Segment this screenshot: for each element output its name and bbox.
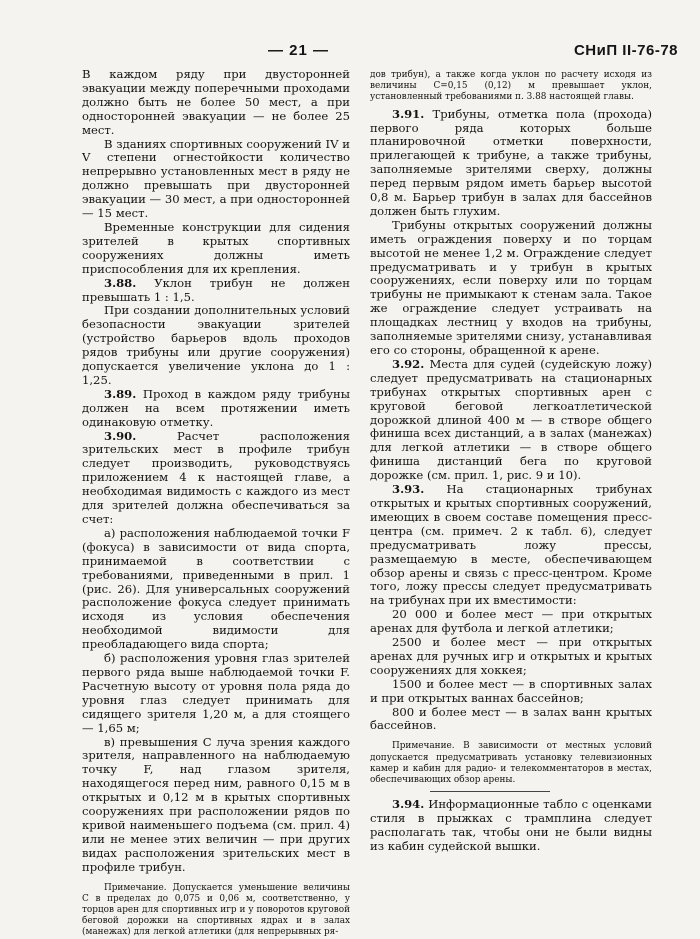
- note-label: Примечание.: [392, 741, 455, 752]
- clause-3-90: [82, 430, 350, 527]
- note: [82, 883, 350, 939]
- page-header: [0, 42, 700, 66]
- paragraph: Трибуны открытых сооружений должны иметь ограждения поверху и по торцам высотой не менее 1,2 м. Ограждение следует предусматривать и у трибун в крытых сооружениях, если поверху или по торцам трибуны не примыкают к стенам зала. Такое же ограждение следует устраивать на площадках лестниц у входов на трибуны, заполняемые зрителями снизу, устанавливая его со стороны, обращенной к арене.: [370, 217, 652, 358]
- list-item: 20 000 и более мест — при открытых аренах для футбола и легкой атлетики;: [370, 607, 652, 636]
- left-column: [82, 68, 350, 939]
- clause-3-89: [82, 388, 350, 430]
- clause-text: Места для судей (судейскую ложу) следует предусматривать на стационарных трибунах открытых спортивных арен с круговой беговой легкоатлетической дорожкой длиной 400 м — в створе общего финиша всех дистанций, а в залах (манежах) для легкой атлетики — в створе общего финиша дистанций бега по круговой дорожке (см. прил. 1, рис. 9 и 10).: [370, 356, 653, 483]
- clause-number: 3.94.: [392, 797, 425, 812]
- paragraph: б) расположения уровня глаз зрителей первого ряда выше наблюдаемой точки F. Расчетную высоту от уровня пола ряда до уровня глаз следует принимать для сидящего зрителя 1,20 м, а для стоящего — 1,65 м;: [82, 651, 350, 735]
- list-item: 800 и более мест — в залах ванн крытых бассейнов.: [370, 704, 652, 733]
- paragraph: в) превышения C луча зрения каждого зрителя, направленного на наблюдаемую точку F, над глазом зрителя, находящегося перед ним, равного 0,15 м в открытых и 0,12 м в крытых спортивных сооружениях при расположении рядов по кривой наименьшего подъема (см. прил. 4) или не менее этих величин — при других видах расположения зрительских мест в профиле трибун.: [82, 734, 350, 874]
- clause-text: Уклон трибун не должен превышать 1 : 1,5.: [82, 275, 351, 304]
- clause-text: Информационные табло с оценками стиля в прыжках с трамплина следует располагать так, чтобы они не были видны из кабин судейской вышки.: [370, 797, 653, 853]
- page-number: — 21 —: [268, 42, 330, 59]
- clause-3-92: [370, 358, 652, 483]
- document-code: СНиП II-76-78: [573, 42, 678, 59]
- note: [370, 741, 652, 786]
- clause-3-93: [370, 483, 652, 608]
- paragraph: В зданиях спортивных сооружений IV и V степени огнестойкости количество непрерывно установленных мест в ряду не должно превышать при двусторонней эвакуации — 30 мест, а при односторонней — 15 мест.: [82, 136, 350, 221]
- note-text: В зависимости от местных условий допускается предусматривать установку телевизионных камер и кабин для радио- и телекомментаторов в местах, обеспечивающих обзор арены.: [370, 741, 652, 785]
- clause-number: 3.90.: [104, 428, 137, 443]
- clause-number: 3.91.: [392, 106, 425, 121]
- clause-number: 3.88.: [104, 275, 137, 290]
- note-text: Допускается уменьшение величины C в пределах до 0,075 и 0,06 м, соответственно, у торцов арен для спортивных игр и у поворотов круговой беговой дорожки на спортивных ядрах и в залах (манежах) для легкой атлетики (для непрерывных ря-: [82, 882, 351, 938]
- divider: [430, 791, 550, 792]
- paragraph: При создании дополнительных условий безопасности эвакуации зрителей (устройство барьеров вдоль проходов рядов трибуны или другие сооружения) допускается увеличение уклона до 1 : 1,25.: [82, 303, 350, 387]
- clause-number: 3.89.: [104, 386, 137, 401]
- note-continuation: дов трибун), а также когда уклон по расчету исходя из величины C=0,15 (0,12) м превышает уклон, установленный требованиями п. 3.88 настоящей главы.: [370, 70, 652, 103]
- clause-3-88: [82, 277, 350, 305]
- note-label: Примечание.: [104, 882, 167, 893]
- paragraph: Временные конструкции для сидения зрителей в крытых спортивных сооружениях должны иметь приспособления для их крепления.: [82, 219, 350, 276]
- clause-number: 3.92.: [392, 356, 425, 371]
- clause-3-91: [370, 108, 652, 219]
- clause-text: На стационарных трибунах открытых и крытых спортивных сооружений, имеющих в своем составе помещения пресс-центра (см. примеч. 2 к табл. 6), следует предусматривать ложу прессы, размещаемую в месте, обеспечивающем обзор арены и связь с пресс-центром. Кроме того, ложу прессы следует предусматривать на трибунах при их вместимости:: [370, 482, 652, 608]
- clause-number: 3.93.: [392, 482, 425, 497]
- list-item: 2500 и более мест — при открытых аренах для ручных игр и открытых и крытых сооружениях для хоккея;: [370, 635, 652, 677]
- clause-text: Расчет расположения зрительских мест в профиле трибун следует производить, руководствуясь приложением 4 к настоящей главе, а необходимая видимость с каждого из мест для зрителей должна обеспечиваться за счет:: [82, 428, 350, 526]
- right-column: [370, 70, 652, 854]
- paragraph: В каждом ряду при двусторонней эвакуации между поперечными проходами должно быть не более 50 мест, а при односторонней эвакуации — не более 25 мест.: [82, 67, 350, 137]
- clause-text: Проход в каждом ряду трибуны должен на всем протяжении иметь одинаковую отметку.: [82, 386, 350, 429]
- clause-text: Трибуны, отметка пола (прохода) первого ряда которых больше планировочной отметки поверхности, прилегающей к трибуне, а также трибуны, заполняемые зрителями сверху, должны перед первым рядом иметь барьер высотой 0,8 м. Барьер трибун в залах для бассейнов должен быть глухим.: [370, 106, 652, 218]
- list-item: 1500 и более мест — в спортивных залах и при открытых ваннах бассейнов;: [370, 676, 652, 705]
- clause-3-94: [370, 798, 652, 854]
- paragraph: а) расположения наблюдаемой точки F (фокуса) в зависимости от вида спорта, принимаемой в соответствии с требованиями, приведенными в прил. 1 (рис. 26). Для универсальных сооружений расположение фокуса следует принимать исходя из условия обеспечения необходимой видимости для преобладающего вида спорта;: [82, 525, 350, 652]
